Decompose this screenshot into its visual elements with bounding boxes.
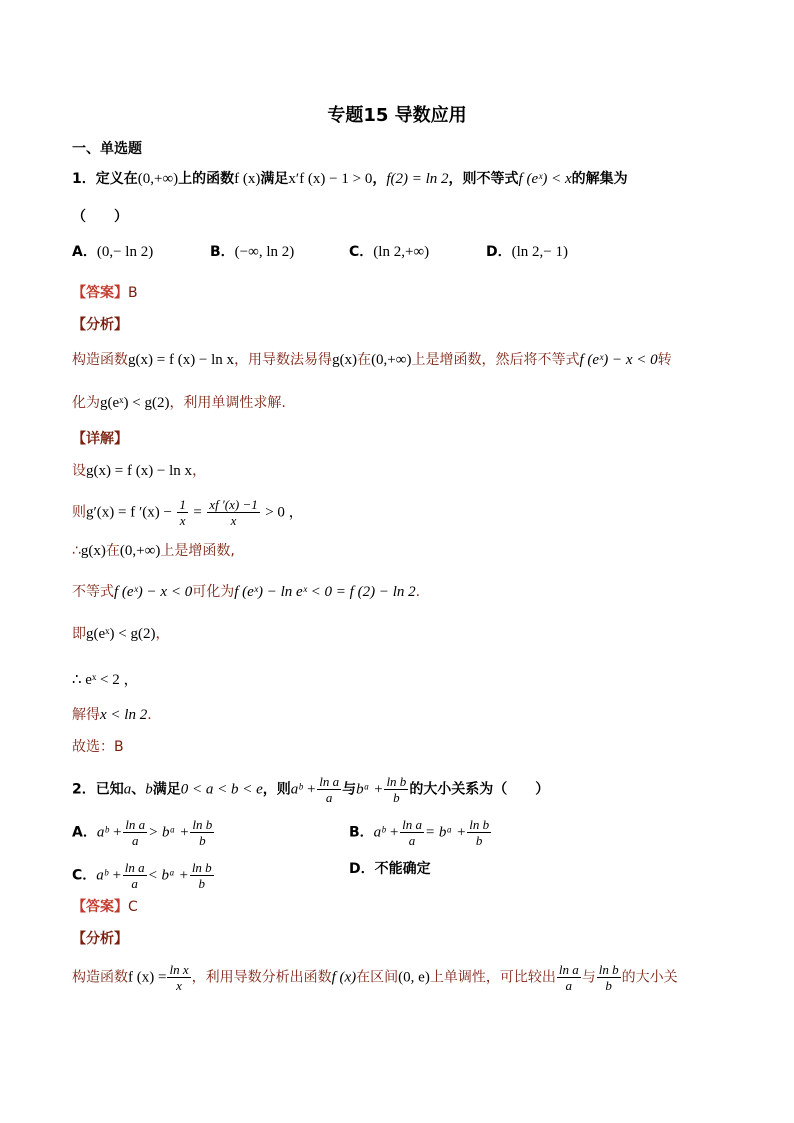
q2-option-a: A．aᵇ + $\frac{\text{ln a}}{a}$ > bᵃ + $\frac{\text{ln b}}{b}$ xyxy=(72,817,213,848)
choose-line: 故选：B xyxy=(72,739,124,755)
q2-option-c: C．aᵇ + $\frac{\text{ln a}}{a}$ < bᵃ + $\frac{\text{ln b}}{b}$ xyxy=(72,860,212,891)
section-heading: 一、单选题 xyxy=(72,141,142,157)
fraction-lnb-b: $\frac{\text{ln b}}{b}$ xyxy=(386,774,407,805)
q2-analysis-line-1: 构造函数f (x) = $\frac{\text{ln x}}{x}$ ，利用导数分析出函数f (x)在区间(0, e)上单调性，可比较出 $\frac{\text{ln a}}{a}$ 与 $\frac{\text{ln b}}{b}$ 的大小关 xyxy=(72,962,678,993)
question-1-stem: 1．定义在(0,+∞)上的函数f (x)满足x′f (x) − 1 > 0，f(2) = ln 2，则不等式f (eˣ) < x的解集为 xyxy=(72,171,628,187)
detail-line-5: 即g(eˣ) < g(2)， xyxy=(72,626,170,642)
q2-option-d: D．不能确定 xyxy=(349,861,431,877)
answer-line: 【答案】B xyxy=(72,285,138,301)
detail-line-7: 解得x < ln 2. xyxy=(72,707,152,723)
detail-line-2: 则g′(x) = f ′(x) − $\frac{1}{x}$ = $\frac{xf '(x) -1}{x}$ > 0 ， xyxy=(72,497,304,528)
question-2-stem: 2．已知a、b满足0 < a < b < e，则aᵇ + $\frac{\text{ln a}}{a}$ 与bᵃ + $\frac{\text{ln b}}{b}$ 的大小关系为（ ） xyxy=(72,774,550,805)
page-title: 专题15 导数应用 xyxy=(327,105,467,126)
q2-analysis-tag: 【分析】 xyxy=(72,931,128,947)
option-d: D．(ln 2,− 1) xyxy=(486,244,568,260)
fraction-1-over-x: $\frac{1}{x}$ xyxy=(179,497,186,528)
option-c: C．(ln 2,+∞) xyxy=(349,244,430,260)
analysis-tag: 【分析】 xyxy=(72,317,128,333)
detail-line-4: 不等式f (eˣ) − x < 0可化为f (eˣ) − ln eˣ < 0 = f (2) − ln 2. xyxy=(72,584,421,600)
option-b: B．(−∞, ln 2) xyxy=(210,244,295,260)
detail-line-3: ∴g(x)在(0,+∞)上是增函数, xyxy=(72,543,235,559)
detail-line-6: ∴ eˣ < 2 ， xyxy=(72,672,139,688)
detail-line-1: 设g(x) = f (x) − ln x， xyxy=(72,463,207,479)
q2-option-b: B．aᵇ + $\frac{\text{ln a}}{a}$ = bᵃ + $\frac{\text{ln b}}{b}$ xyxy=(349,817,490,848)
answer-paren: （ ） xyxy=(72,209,128,225)
question-number: 2． xyxy=(72,781,96,798)
analysis-line-2: 化为g(eˣ) < g(2)，利用单调性求解. xyxy=(72,395,286,411)
analysis-line-1: 构造函数g(x) = f (x) − ln x，用导数法易得g(x)在(0,+∞)上是增函数，然后将不等式f (eˣ) − x < 0转 xyxy=(72,352,672,368)
detail-tag: 【详解】 xyxy=(72,431,128,447)
fraction-derivative: $\frac{xf '(x) -1}{x}$ xyxy=(209,497,258,528)
fraction-lna-a: $\frac{\text{ln a}}{a}$ xyxy=(319,774,340,805)
q2-answer-line: 【答案】C xyxy=(72,899,138,915)
question-number: 1． xyxy=(72,171,96,187)
option-a: A．(0,− ln 2) xyxy=(72,244,154,260)
